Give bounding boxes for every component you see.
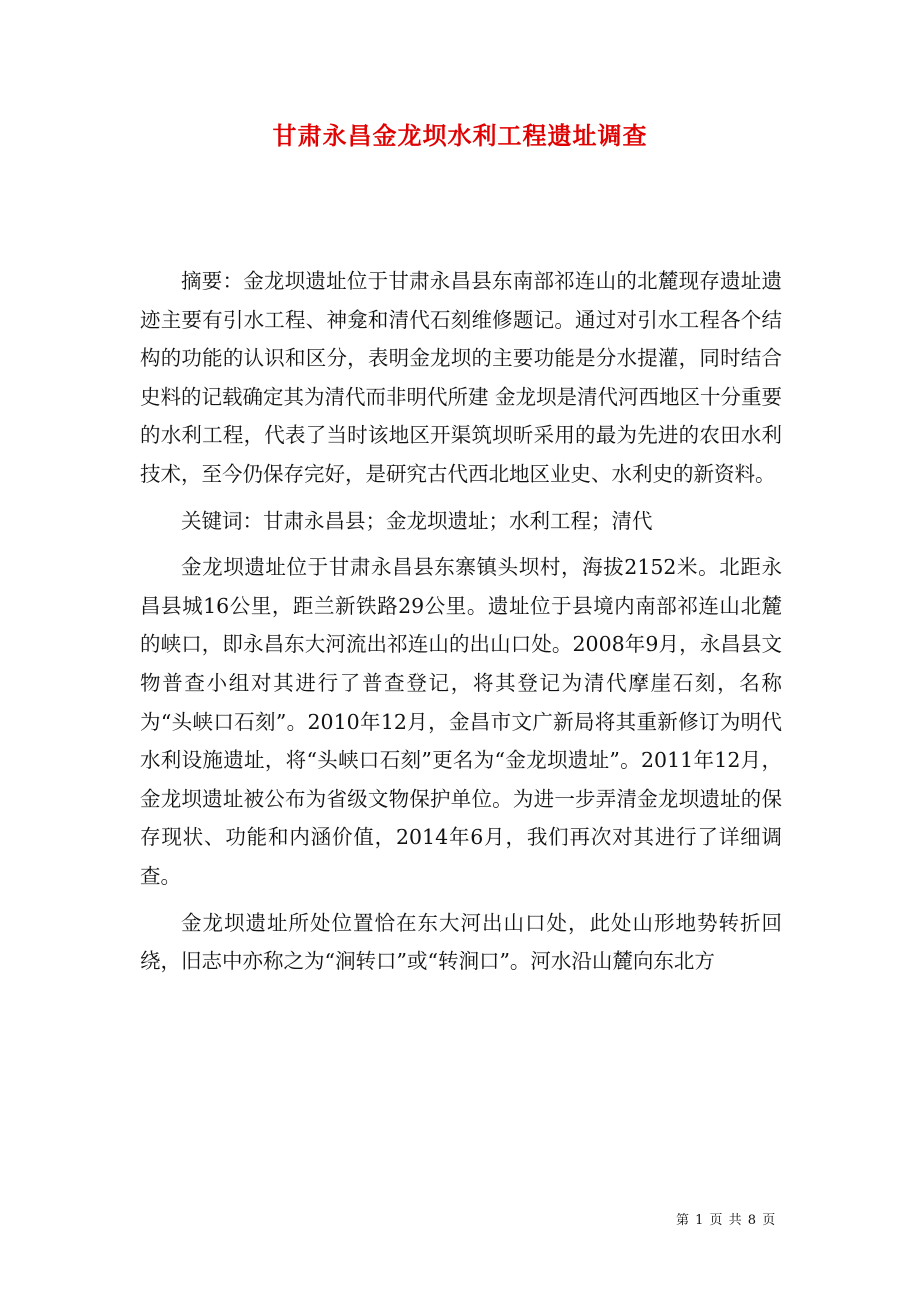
body-paragraph: 金龙坝遗址位于甘肃永昌县东寨镇头坝村，海拔2152米。北距永昌县城16公里，距兰新铁路29公里。遗址位于县境内南部祁连山北麓的峡口，即永昌东大河流出祁连山的出山口处。2008年9月，永昌县文物普查小组对其进行了普查登记，将其登记为清代摩崖石刻，名称为“头峡口石刻”。2010年12月，金昌市文广新局将其重新修订为明代水利设施遗址，将“头峡口石刻”更名为“金龙坝遗址”。2011年12月，金龙坝遗址被公布为省级文物保护单位。为进一步弄清金龙坝遗址的保存现状、功能和内涵价值，2014年6月，我们再次对其进行了详细调查。 [140, 555, 782, 888]
body-paragraph: 金龙坝遗址所处位置恰在东大河出山口处，此处山形地势转折回绕，旧志中亦称之为“涧转口”或“转涧口”。河水沿山麓向东北方 [140, 910, 782, 974]
page-number: 第 1 页 共 8 页 [676, 1213, 777, 1228]
keywords-paragraph: 关键词：甘肃永昌县；金龙坝遗址；水利工程；清代 [181, 508, 653, 533]
document-title: 甘肃永昌金龙坝水利工程遗址调查 [272, 121, 648, 150]
document-body [140, 262, 782, 981]
abstract-paragraph: 摘要：金龙坝遗址位于甘肃永昌县东南部祁连山的北麓现存遗址遗迹主要有引水工程、神龛和清代石刻维修题记。通过对引水工程各个结构的功能的认识和区分，表明金龙坝的主要功能是分水提灌，同时结合史料的记载确定其为清代而非明代所建 金龙坝是清代河西地区十分重要的水利工程，代表了当时该地区开渠筑坝昕采用的最为先进的农田水利技术，至今仍保存完好，是研究古代西北地区业史、水利史的新资料。 [140, 269, 783, 486]
